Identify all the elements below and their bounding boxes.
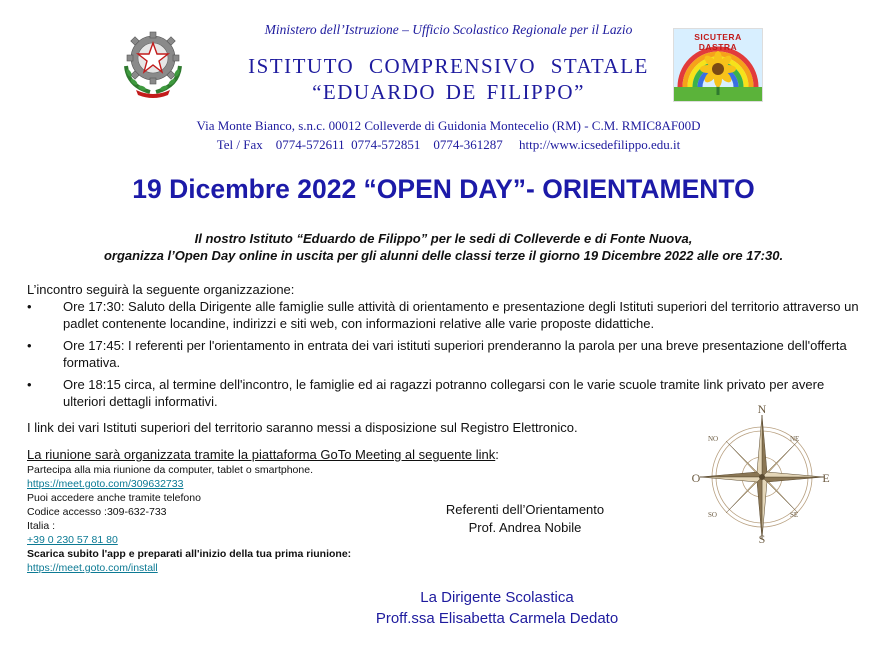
meeting-heading-text: La riunione sarà organizzata tramite la piattaforma GoTo Meeting al seguente link — [27, 447, 496, 462]
compass-ne-label: NE — [790, 435, 800, 443]
meeting-heading — [27, 447, 499, 462]
meeting-country: Italia : — [27, 520, 56, 532]
school-name-line1: ISTITUTO COMPRENSIVO STATALE — [248, 54, 649, 78]
school-address: Via Monte Bianco, s.n.c. 00012 Colleverde di Guidonia Montecelio (RM) - C.M. RMIC8AF00D — [196, 118, 701, 133]
compass-south-label: S — [758, 532, 766, 546]
intro-line-1: Il nostro Istituto “Eduardo de Filippo” per le sedi di Colleverde e di Fonte Nuova, — [194, 231, 693, 246]
compass-no-label: NO — [708, 435, 719, 443]
bullet-icon: • — [27, 299, 32, 314]
organization-intro: L’incontro seguirà la seguente organizzazione: — [27, 282, 295, 297]
list-item — [27, 299, 862, 332]
list-item-text: Ore 17:30: Saluto della Dirigente alle famiglie sulle attività di orientamento e presentazione degli Istituti superiori del territorio attraverso un padlet contenente locandine, indirizzi e siti web, con informazioni relative alle varie proposte didattiche. — [63, 299, 859, 331]
school-contacts: Tel / Fax 0774-572611 0774-572851 0774-361287 http://www.icsedefilippo.edu.it — [216, 137, 681, 152]
meeting-join-link[interactable]: https://meet.goto.com/309632733 — [27, 478, 184, 490]
list-item — [27, 338, 862, 371]
links-note: I link dei vari Istituti superiori del territorio saranno messi a disposizione sul Registro Elettronico. — [27, 420, 578, 435]
compass-east-label: E — [822, 471, 830, 485]
referents-label: Referenti dell’Orientamento — [445, 502, 605, 517]
ministry-header: Ministero dell’Istruzione – Ufficio Scolastico Regionale per il Lazio — [264, 22, 633, 37]
meeting-heading-colon: : — [495, 447, 499, 462]
bullet-icon: • — [27, 338, 32, 353]
bullet-icon: • — [27, 377, 32, 392]
compass-se-label: SE — [790, 511, 799, 519]
meeting-access-code: Codice accesso :309-632-733 — [27, 506, 167, 518]
signature-role: La Dirigente Scolastica — [420, 589, 574, 606]
school-name-line2: “EDUARDO DE FILIPPO” — [312, 80, 585, 104]
compass-rose-icon — [686, 402, 838, 550]
meeting-phone-text: Puoi accedere anche tramite telefono — [27, 492, 201, 504]
list-item-text: Ore 17:45: I referenti per l'orientamento in entrata dei vari istituti superiori prenderanno la parola per una breve presentazione dell'offerta formativa. — [63, 338, 847, 370]
page-title: 19 Dicembre 2022 “OPEN DAY”- ORIENTAMENTO — [132, 174, 755, 204]
meeting-install-link[interactable]: https://meet.goto.com/install — [27, 562, 158, 574]
referents-name: Prof. Andrea Nobile — [468, 520, 582, 535]
compass-so-label: SO — [708, 511, 717, 519]
compass-west-label: O — [691, 471, 701, 485]
signature-name: Proff.ssa Elisabetta Carmela Dedato — [375, 610, 619, 627]
meeting-app-text: Scarica subito l'app e preparati all'inizio della tua prima riunione: — [27, 548, 352, 560]
list-item-text: Ore 18:15 circa, al termine dell'incontro, le famiglie ed ai ragazzi potranno collegarsi con le varie scuole tramite link privato per avere ulteriori dettagli informativi. — [63, 377, 825, 409]
meeting-join-text: Partecipa alla mia riunione da computer, tablet o smartphone. — [27, 464, 313, 476]
intro-line-2: organizza l’Open Day online in uscita per gli alunni delle classi terze il giorno 19 Dicembre 2022 alle ore 17:30. — [103, 248, 784, 263]
schedule-list — [27, 299, 862, 416]
meeting-phone-number[interactable]: +39 0 230 57 81 80 — [27, 534, 118, 546]
logo-motto-text: SICUTERA DASTRA — [694, 32, 742, 52]
compass-north-label: N — [757, 402, 767, 416]
